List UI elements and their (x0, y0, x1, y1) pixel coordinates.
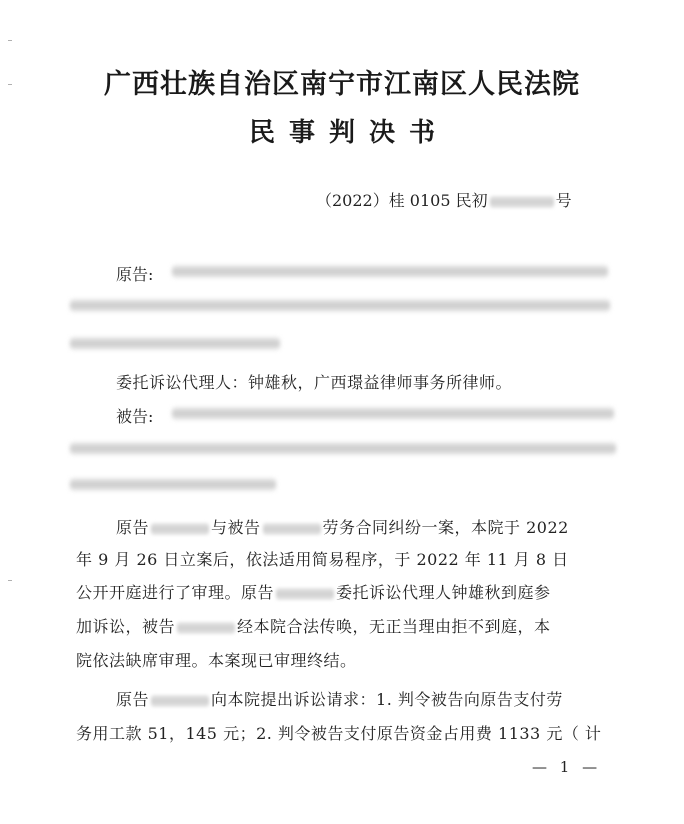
scan-mark (8, 40, 12, 41)
redacted-name (177, 622, 235, 634)
text-segment: 劳务合同纠纷一案，本院于 2022 (322, 518, 569, 537)
text-segment: 加诉讼，被告 (76, 617, 176, 636)
redacted-name (263, 523, 321, 535)
body-line (76, 614, 551, 637)
document-type: 民事判决书 (248, 118, 449, 148)
body-line (76, 580, 551, 603)
text-segment: 向本院提出诉讼请求：1. 判令被告向原告支付劳 (211, 690, 563, 709)
court-name: 广西壮族自治区南宁市江南区人民法院 (104, 69, 580, 100)
text-segment: 原告 (116, 518, 150, 537)
redacted-name (151, 695, 209, 707)
text-segment: 与被告 (211, 518, 261, 537)
redacted-name (151, 523, 209, 535)
text-segment: 经本院合法传唤，无正当理由拒不到庭，本 (237, 617, 551, 636)
body-line: 年 9 月 26 日立案后，依法适用简易程序，于 2022 年 11 月 8 日 (76, 550, 569, 569)
redacted-plaintiff-info (70, 299, 610, 312)
case-number-suffix: 号 (555, 191, 572, 210)
redacted-plaintiff-info (70, 337, 280, 350)
text-segment: 公开开庭进行了审理。原告 (76, 583, 275, 602)
text-segment: 原告 (116, 690, 150, 709)
page-number: — 1 — (532, 758, 602, 776)
defendant-label: 被告: (116, 407, 154, 426)
redacted-defendant-info (172, 407, 614, 420)
body-line: 务用工款 51，145 元；2. 判令被告支付原告资金占用费 1133 元（ 计 (76, 724, 602, 743)
case-number-prefix: （2022）桂 0105 民初 (316, 191, 488, 210)
redacted-case-id (490, 196, 554, 208)
scan-mark (8, 580, 12, 581)
body-line (116, 515, 569, 538)
redacted-name (276, 588, 334, 600)
plaintiff-label: 原告: (116, 265, 154, 284)
body-line: 院依法缺席审理。本案现已审理终结。 (76, 651, 357, 670)
body-line (116, 687, 563, 710)
agent-line: 委托诉讼代理人：钟雄秋，广西璟益律师事务所律师。 (116, 373, 513, 392)
redacted-defendant-info (70, 478, 276, 491)
redacted-defendant-info (70, 442, 616, 455)
redacted-plaintiff-info (172, 265, 608, 278)
text-segment: 委托诉讼代理人钟雄秋到庭参 (336, 583, 551, 602)
case-number (316, 188, 572, 211)
